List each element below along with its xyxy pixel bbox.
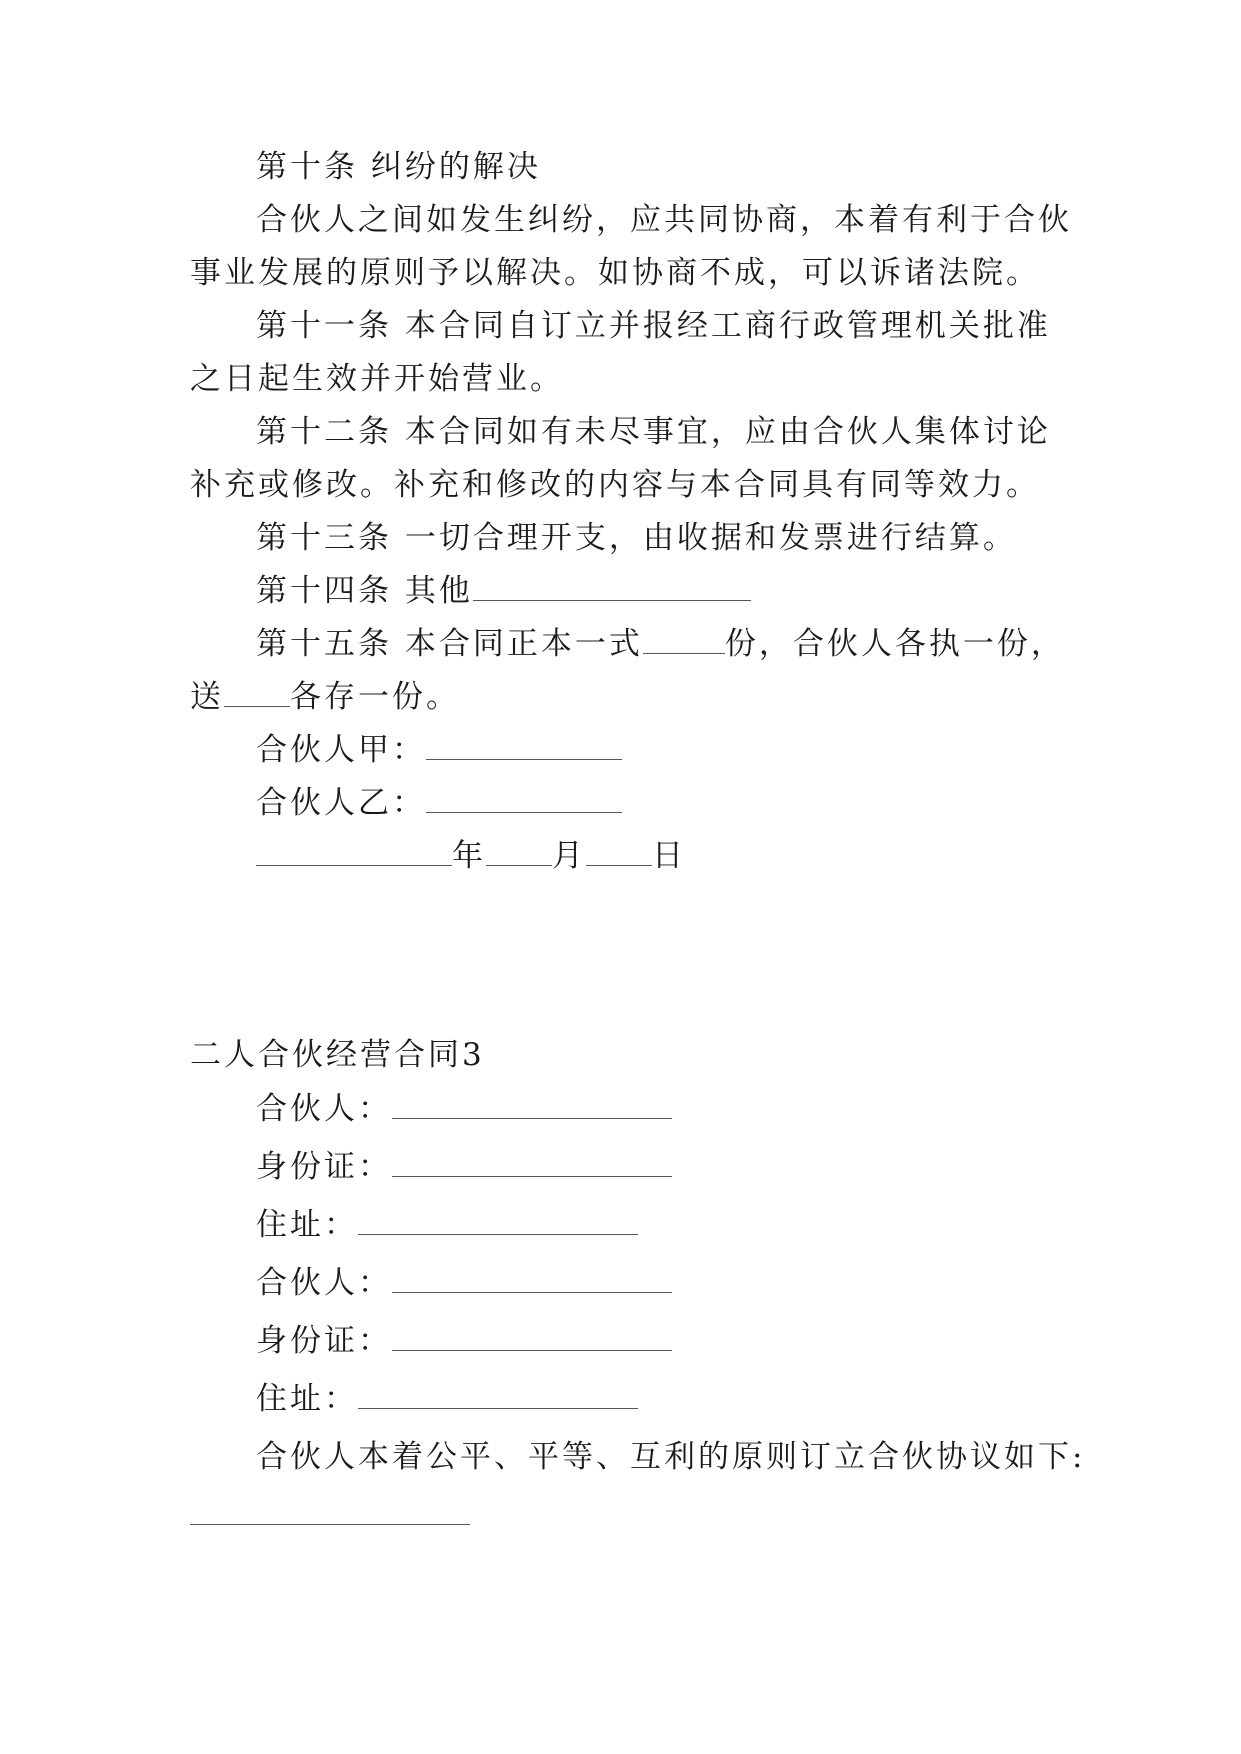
blank-field <box>586 839 652 866</box>
contract-3-intro: 合伙人本着公平、平等、互利的原则订立合伙协议如下: <box>256 1439 1086 1475</box>
paragraph-line <box>190 677 460 717</box>
contract-3-title: 二人合伙经营合同3 <box>190 1037 485 1073</box>
field-id-card <box>256 1147 672 1187</box>
blank-field <box>486 839 552 866</box>
signature-date <box>256 836 686 876</box>
field-address <box>256 1205 638 1245</box>
blank-field <box>358 1208 638 1235</box>
blank-field <box>392 1266 672 1293</box>
blank-field <box>643 627 725 654</box>
signature-label: 合伙人乙： <box>256 785 426 821</box>
blank-field <box>392 1150 672 1177</box>
blank-field <box>358 1382 638 1409</box>
blank-field <box>224 680 290 707</box>
field-id-card <box>256 1321 672 1361</box>
article-12: 第十二条 本合同如有未尽事宜，应由合伙人集体讨论 <box>256 414 1051 450</box>
blank-field <box>392 1092 672 1119</box>
article-15-text: 第十五条 本合同正本一式 <box>256 626 643 662</box>
article-15-text: 份，合伙人各执一份， <box>724 626 1065 662</box>
field-label: 住址： <box>256 1207 358 1243</box>
blank-field <box>473 574 751 601</box>
article-15 <box>256 624 1065 664</box>
intro-blank-line <box>190 1495 470 1535</box>
blank-field <box>190 1498 470 1525</box>
paragraph-line: 合伙人之间如发生纠纷，应共同协商，本着有利于合伙 <box>256 202 1072 238</box>
article-11: 第十一条 本合同自订立并报经工商行政管理机关批准 <box>256 308 1051 344</box>
article-14-label: 第十四条 其他 <box>256 573 473 609</box>
field-label: 身份证： <box>256 1149 392 1185</box>
article-10-heading: 第十条 纠纷的解决 <box>256 149 541 185</box>
article-15-text: 送 <box>190 679 224 715</box>
signature-partner-a <box>256 730 622 770</box>
date-day-label: 日 <box>652 838 686 874</box>
paragraph-line: 补充或修改。补充和修改的内容与本合同具有同等效力。 <box>190 467 1040 503</box>
signature-label: 合伙人甲： <box>256 732 426 768</box>
article-13: 第十三条 一切合理开支，由收据和发票进行结算。 <box>256 520 1017 556</box>
field-label: 身份证： <box>256 1323 392 1359</box>
signature-partner-b <box>256 783 622 823</box>
article-14 <box>256 571 751 611</box>
field-partner <box>256 1263 672 1303</box>
blank-field <box>256 839 452 866</box>
paragraph-line: 之日起生效并开始营业。 <box>190 361 564 397</box>
field-partner <box>256 1089 672 1129</box>
field-label: 合伙人： <box>256 1091 392 1127</box>
paragraph-line: 事业发展的原则予以解决。如协商不成，可以诉诸法院。 <box>190 255 1040 291</box>
field-label: 合伙人： <box>256 1265 392 1301</box>
field-address <box>256 1379 638 1419</box>
blank-field <box>426 733 622 760</box>
date-month-label: 月 <box>552 838 586 874</box>
date-year-label: 年 <box>452 838 486 874</box>
field-label: 住址： <box>256 1381 358 1417</box>
blank-field <box>426 786 622 813</box>
blank-field <box>392 1324 672 1351</box>
article-15-text: 各存一份。 <box>290 679 460 715</box>
